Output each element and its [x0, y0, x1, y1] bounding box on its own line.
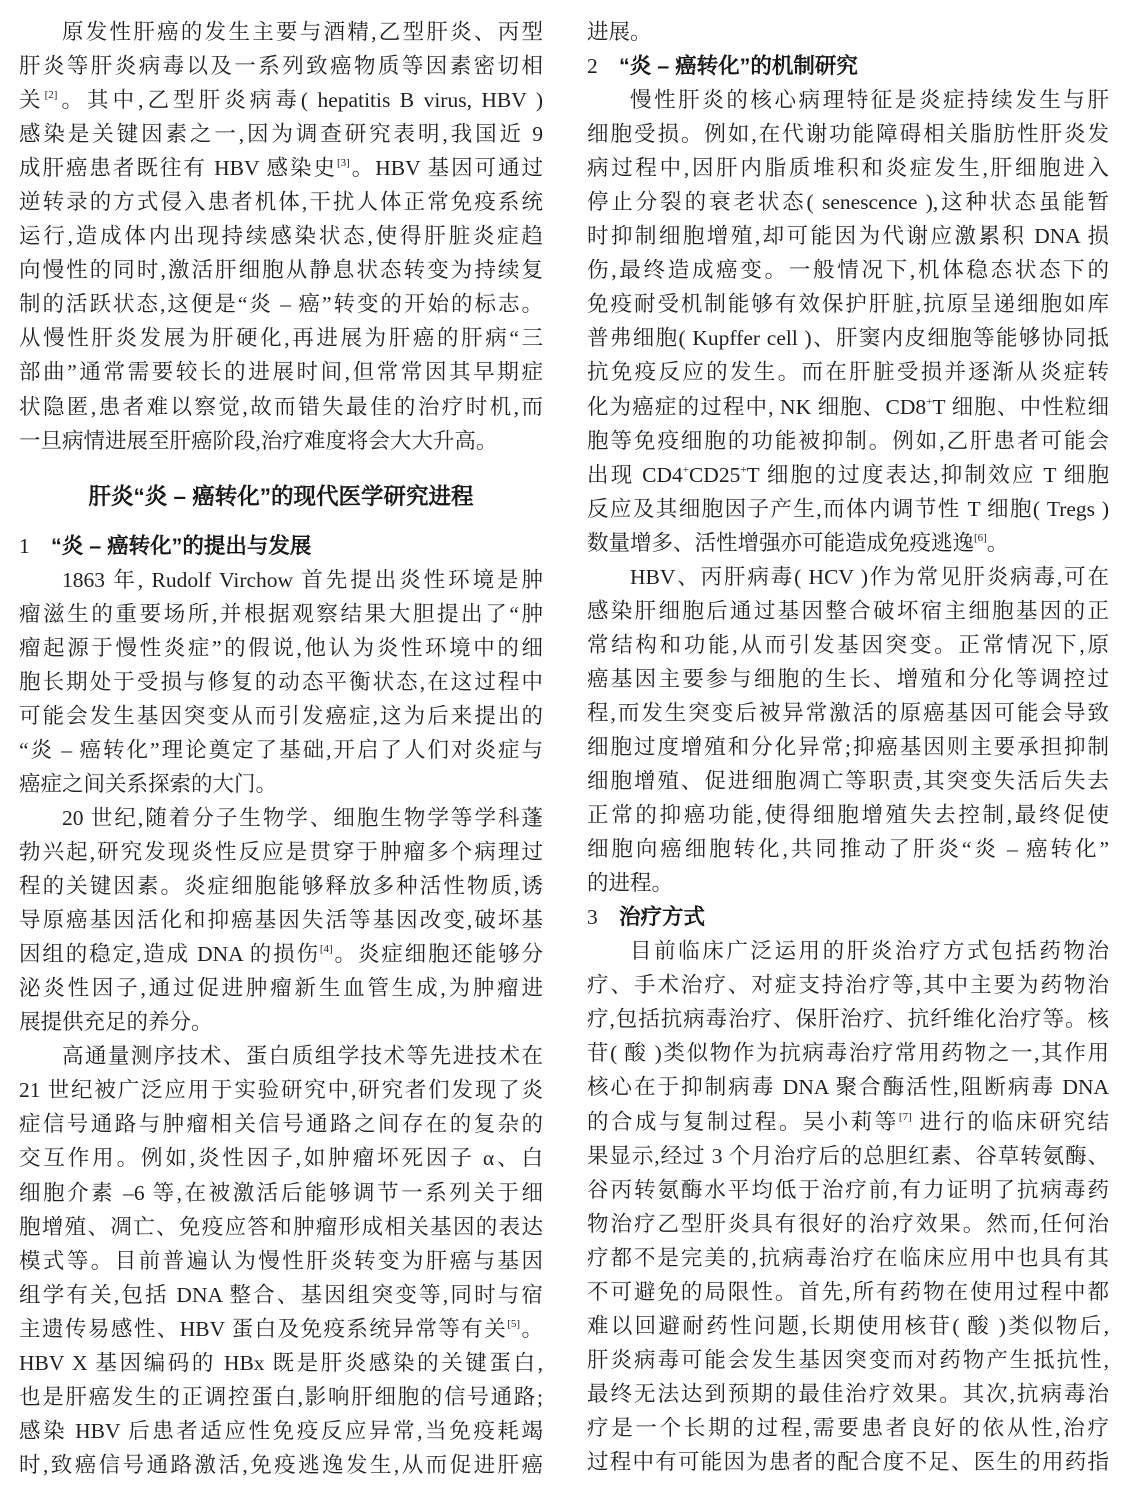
- text-line: 伤,最终造成癌变。一般情况下,机体稳态状态下的: [587, 258, 1109, 283]
- subsection-heading: [19, 529, 543, 563]
- subsection-title: “炎 – 癌转化”的提出与发展: [51, 533, 312, 558]
- text-line: 制的活跃状态,这便是“炎 – 癌”转变的开始的标志。: [19, 292, 543, 317]
- text-line: 运行,造成体内出现持续感染状态,使得肝脏炎症趋: [19, 224, 543, 249]
- text-line: 症信号通路与肿瘤相关信号通路之间存在的复杂的: [19, 1112, 543, 1137]
- text-line: 的进程。: [587, 871, 674, 896]
- text-line: 疗、手术治疗、对症支持治疗等,其中主要为药物治: [587, 973, 1109, 998]
- text-line: 常结构和功能,从而引发基因突变。正常情况下,原: [587, 632, 1109, 657]
- text-line: 细胞介素 –6 等,在被激活后能够调节一系列关于细: [19, 1180, 543, 1205]
- text-line: 21 世纪被广泛应用于实验研究中,研究者们发现了炎: [19, 1078, 543, 1103]
- text-segment: CD25: [688, 462, 741, 487]
- text-segment: 因组的稳定,造成 DNA 的损伤: [19, 942, 320, 967]
- paragraph: [587, 83, 1109, 560]
- text-segment: 成肝癌患者既往有 HBV 感染史: [19, 156, 337, 181]
- text-line: [587, 390, 1109, 424]
- text-line: 1863 年, Rudolf Virchow 首先提出炎性环境是肿: [62, 567, 543, 592]
- citation-superscript: [2]: [44, 89, 58, 102]
- text-line: 20 世纪,随着分子生物学、细胞生物学等学科蓬: [62, 805, 543, 830]
- right-column: [587, 15, 1109, 1479]
- text-line: 癌症之间关系探索的大门。: [19, 771, 278, 796]
- paragraph: [587, 934, 1109, 1479]
- text-line: 不可避免的局限性。首先,所有药物在使用过程中都: [587, 1279, 1109, 1304]
- paragraph: [19, 563, 543, 801]
- text-line: 感染是关键因素之一,因为调查研究表明,我国近 9: [19, 122, 543, 147]
- text-line: 物治疗乙型肝炎具有很好的治疗效果。然而,任何治: [587, 1211, 1109, 1236]
- text-line: 过程中有可能因为患者的配合度不足、医生的用药指: [587, 1449, 1109, 1474]
- text-segment: 。其中,乙型肝炎病毒( hepatitis B virus, HBV ): [57, 88, 543, 113]
- text-segment: 数量增多、活性增强亦可能造成免疫逃逸: [587, 530, 975, 555]
- text-segment: 主遗传易感性、HBV 蛋白及免疫系统异常等有关: [19, 1316, 508, 1341]
- text-line: 苷( 酸 )类似物作为抗病毒治疗常用药物之一,其作用: [587, 1041, 1109, 1066]
- text-line: 胞等免疫细胞的功能被抑制。例如,乙肝患者可能会: [587, 428, 1109, 453]
- text-line: 感染 HBV 后患者适应性免疫反应异常,当免疫耗竭: [19, 1418, 543, 1443]
- text-line: 从慢性肝炎发展为肝硬化,再进展为肝癌的肝病“三: [19, 326, 543, 351]
- citation-superscript: [7]: [898, 1110, 912, 1123]
- text-line: [19, 151, 543, 185]
- text-line: 癌基因主要参与细胞的生长、增殖和分化等调控过: [587, 666, 1109, 691]
- text-line: HBV、丙肝病毒( HCV )作为常见肝炎病毒,可在: [630, 564, 1109, 589]
- citation-superscript: +: [740, 463, 747, 476]
- text-line: 也是肝癌发生的正调控蛋白,影响肝细胞的信号通路;: [19, 1384, 543, 1409]
- text-line: 胞长期处于受损与修复的动态平衡状态,在这过程中: [19, 669, 543, 694]
- text-line: 状隐匿,患者难以察觉,故而错失最佳的治疗时机,而: [19, 394, 543, 419]
- subsection-heading: [587, 900, 1109, 934]
- text-line: 目前临床广泛运用的肝炎治疗方式包括药物治: [630, 939, 1109, 964]
- text-line: 果显示,经过 3 个月治疗后的总胆红素、谷草转氨酶、: [587, 1143, 1109, 1168]
- text-line: 泌炎性因子,通过促进肿瘤新生血管生成,为肿瘤进: [19, 976, 543, 1001]
- text-line: 向慢性的同时,激活肝细胞从静息状态转变为持续复: [19, 258, 543, 283]
- text-line: 肝炎病毒可能会发生基因突变而对药物产生抵抗性,: [587, 1347, 1109, 1372]
- text-line: “炎 – 癌转化”理论奠定了基础,开启了人们对炎症与: [19, 737, 543, 762]
- text-line: 可能会发生基因突变从而引发癌症,这为后来提出的: [19, 703, 543, 728]
- citation-superscript: [6]: [974, 531, 987, 544]
- text-line: 模式等。目前普遍认为慢性肝炎转变为肝癌与基因: [19, 1248, 543, 1273]
- text-line: 反应及其细胞因子产生,而体内调节性 T 细胞( Tregs ): [587, 496, 1109, 521]
- section-number: 3: [587, 905, 598, 930]
- citation-superscript: [4]: [319, 943, 333, 956]
- left-column: [19, 15, 543, 1482]
- text-segment: T 细胞、中性粒细: [932, 394, 1109, 419]
- text-line: HBV X 基因编码的 HBx 既是肝炎感染的关键蛋白,: [19, 1350, 543, 1375]
- text-line: 疗都不是完美的,抗病毒治疗在临床应用中也具有其: [587, 1245, 1109, 1270]
- paragraph: [19, 1039, 543, 1482]
- text-line: 慢性肝炎的核心病理特征是炎症持续发生与肝: [630, 88, 1109, 113]
- text-segment: 进行的临床研究结: [911, 1109, 1109, 1134]
- text-line: 最终无法达到预期的最佳治疗效果。其次,抗病毒治: [587, 1381, 1109, 1406]
- text-segment: T 细胞的过度表达,抑制效应 T 细胞: [746, 462, 1109, 487]
- text-line: 谷丙转氨酶水平均低于治疗前,有力证明了抗病毒药: [587, 1177, 1109, 1202]
- text-line: 普弗细胞( Kupffer cell )、肝窦内皮细胞等能够协同抵: [587, 326, 1109, 351]
- text-line: 部曲”通常需要较长的进展时间,但常常因其早期症: [19, 360, 543, 385]
- text-line: 展提供充足的养分。: [19, 1010, 213, 1035]
- text-line: 程的关键因素。炎症细胞能够释放多种活性物质,诱: [19, 874, 543, 899]
- text-line: 肝炎等肝炎病毒以及一系列致癌物质等因素密切相: [19, 54, 543, 79]
- text-line: 导原癌基因活化和抑癌基因失活等基因改变,破坏基: [19, 908, 543, 933]
- paragraph: [587, 560, 1109, 900]
- section-number: 2: [587, 54, 598, 79]
- text-line: [19, 937, 543, 971]
- section-heading: 肝炎“炎 – 癌转化”的现代医学研究进程: [88, 483, 474, 509]
- text-line: 瘤滋生的重要场所,并根据观察结果大胆提出了“肿: [19, 601, 543, 626]
- text-line: 交互作用。例如,炎性因子,如肿瘤坏死因子 α、白: [19, 1146, 543, 1171]
- text-line: [587, 458, 1109, 492]
- text-segment: 出现 CD4: [587, 462, 683, 487]
- text-line: [587, 1105, 1109, 1139]
- text-line: 停止分裂的衰老状态( senescence ),这种状态虽能暂: [587, 190, 1109, 215]
- text-line: 抗免疫反应的发生。而在肝脏受损并逐渐从炎症转: [587, 360, 1109, 385]
- text-line: 正常的抑癌功能,使得细胞增殖失去控制,最终促使: [587, 803, 1109, 828]
- text-line: [19, 1312, 543, 1346]
- text-line: 程,而发生突变后被异常激活的原癌基因可能会导致: [587, 700, 1109, 725]
- paragraph: [587, 15, 1109, 49]
- paragraph: [19, 15, 543, 458]
- text-line: 时,致癌信号通路激活,免疫逃逸发生,从而促进肝癌: [19, 1452, 543, 1477]
- citation-superscript: +: [926, 395, 933, 408]
- text-line: 免疫耐受机制能够有效保护肝脏,抗原呈递细胞如库: [587, 292, 1109, 317]
- text-line: 疗是一个长期的过程,需要患者良好的依从性,治疗: [587, 1415, 1109, 1440]
- text-line: 感染肝细胞后通过基因整合破坏宿主细胞基因的正: [587, 598, 1109, 623]
- citation-superscript: [5]: [507, 1317, 521, 1330]
- paragraph: [19, 801, 543, 1039]
- text-line: [19, 83, 543, 117]
- text-line: 瘤起源于慢性炎症”的假说,他认为炎性环境中的细: [19, 635, 543, 660]
- text-line: 勃兴起,研究发现炎性反应是贯穿于肿瘤多个病理过: [19, 840, 543, 865]
- subsection-title: 治疗方式: [619, 905, 706, 930]
- citation-superscript: [3]: [336, 157, 350, 170]
- text-line: 高通量测序技术、蛋白质组学技术等先进技术在: [62, 1044, 543, 1069]
- text-line: 时抑制细胞增殖,却可能因为代谢应激累积 DNA 损: [587, 224, 1109, 249]
- text-line: [587, 526, 1109, 560]
- subsection-heading: [587, 49, 1109, 83]
- text-segment: 的合成与复制过程。吴小莉等: [587, 1109, 899, 1134]
- text-line: 细胞向癌细胞转化,共同推动了肝炎“炎 – 癌转化”: [587, 837, 1109, 862]
- text-line: 细胞过度增殖和分化异常;抑癌基因则主要承担抑制: [587, 734, 1109, 759]
- text-line: 难以回避耐药性问题,长期使用核苷( 酸 )类似物后,: [587, 1313, 1109, 1338]
- text-segment: 。: [520, 1316, 543, 1341]
- text-line: 疗,包括抗病毒治疗、保肝治疗、抗纤维化治疗等。核: [587, 1007, 1109, 1032]
- citation-superscript: +: [682, 463, 689, 476]
- text-segment: 关: [19, 88, 45, 113]
- section-number: 1: [19, 533, 30, 558]
- text-line: 逆转录的方式侵入患者机体,干扰人体正常免疫系统: [19, 190, 543, 215]
- text-line: 组学有关,包括 DNA 整合、基因组突变等,同时与宿: [19, 1282, 543, 1307]
- text-line: 原发性肝癌的发生主要与酒精,乙型肝炎、丙型: [62, 20, 543, 44]
- text-segment: 。HBV 基因可通过: [349, 156, 543, 181]
- text-line: 进展。: [587, 20, 652, 44]
- text-line: 核心在于抑制病毒 DNA 聚合酶活性,阻断病毒 DNA: [587, 1075, 1109, 1100]
- text-segment: 。炎症细胞还能够分: [332, 942, 543, 967]
- text-line: 细胞受损。例如,在代谢功能障碍相关脂肪性肝炎发: [587, 122, 1109, 147]
- text-line: 胞增殖、凋亡、免疫应答和肿瘤形成相关基因的表达: [19, 1214, 543, 1239]
- text-segment: 。: [986, 530, 1009, 555]
- subsection-title: “炎 – 癌转化”的机制研究: [619, 54, 858, 79]
- text-segment: 化为癌症的过程中, NK 细胞、CD8: [587, 394, 927, 419]
- text-line: 一旦病情进展至肝癌阶段,治疗难度将会大大升高。: [19, 428, 498, 453]
- text-line: 细胞增殖、促进细胞凋亡等职责,其突变失活后失去: [587, 769, 1109, 794]
- text-line: 病过程中,因肝内脂质堆积和炎症发生,肝细胞进入: [587, 156, 1109, 181]
